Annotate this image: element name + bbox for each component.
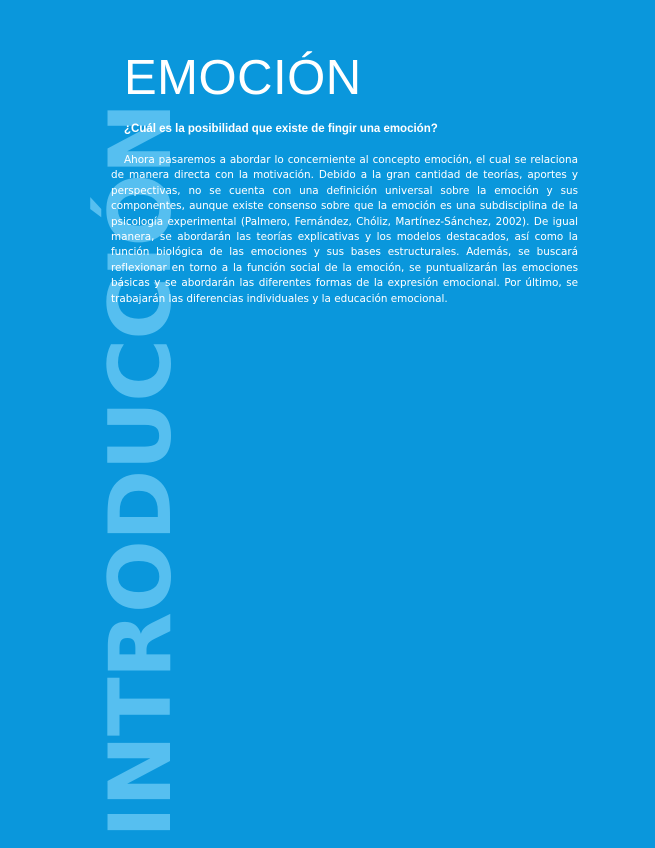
section-side-title: INTRODUCCIÓN: [91, 103, 191, 838]
intro-paragraph: Ahora pasaremos a abordar lo concerniente al concepto emoción, el cual se relaciona de manera directa con la motivación. Debido a la gran cantidad de teorías, aportes y perspectivas, no se cuenta con una definición universal sobre la emoción y sus componentes, aunque existe consenso sobre que la emoción es una subdisciplina de la psicología experimental (Palmero, Fernández, Chóliz, Martínez-Sánchez, 2002). De igual manera, se abordarán las teorías explicativas y los modelos destacados, así como la función biológica de las emociones y sus bases estructurales. Además, se buscará reflexionar en torno a la función social de la emoción, se puntualizarán las emociones básicas y se abordarán las diferentes formas de la expresión emocional. Por último, se trabajarán las diferencias individuales y la educación emocional.: [111, 154, 578, 305]
guiding-question: ¿Cuál es la posibilidad que existe de fingir una emoción?: [124, 123, 438, 135]
page-title: EMOCIÓN: [124, 51, 362, 105]
